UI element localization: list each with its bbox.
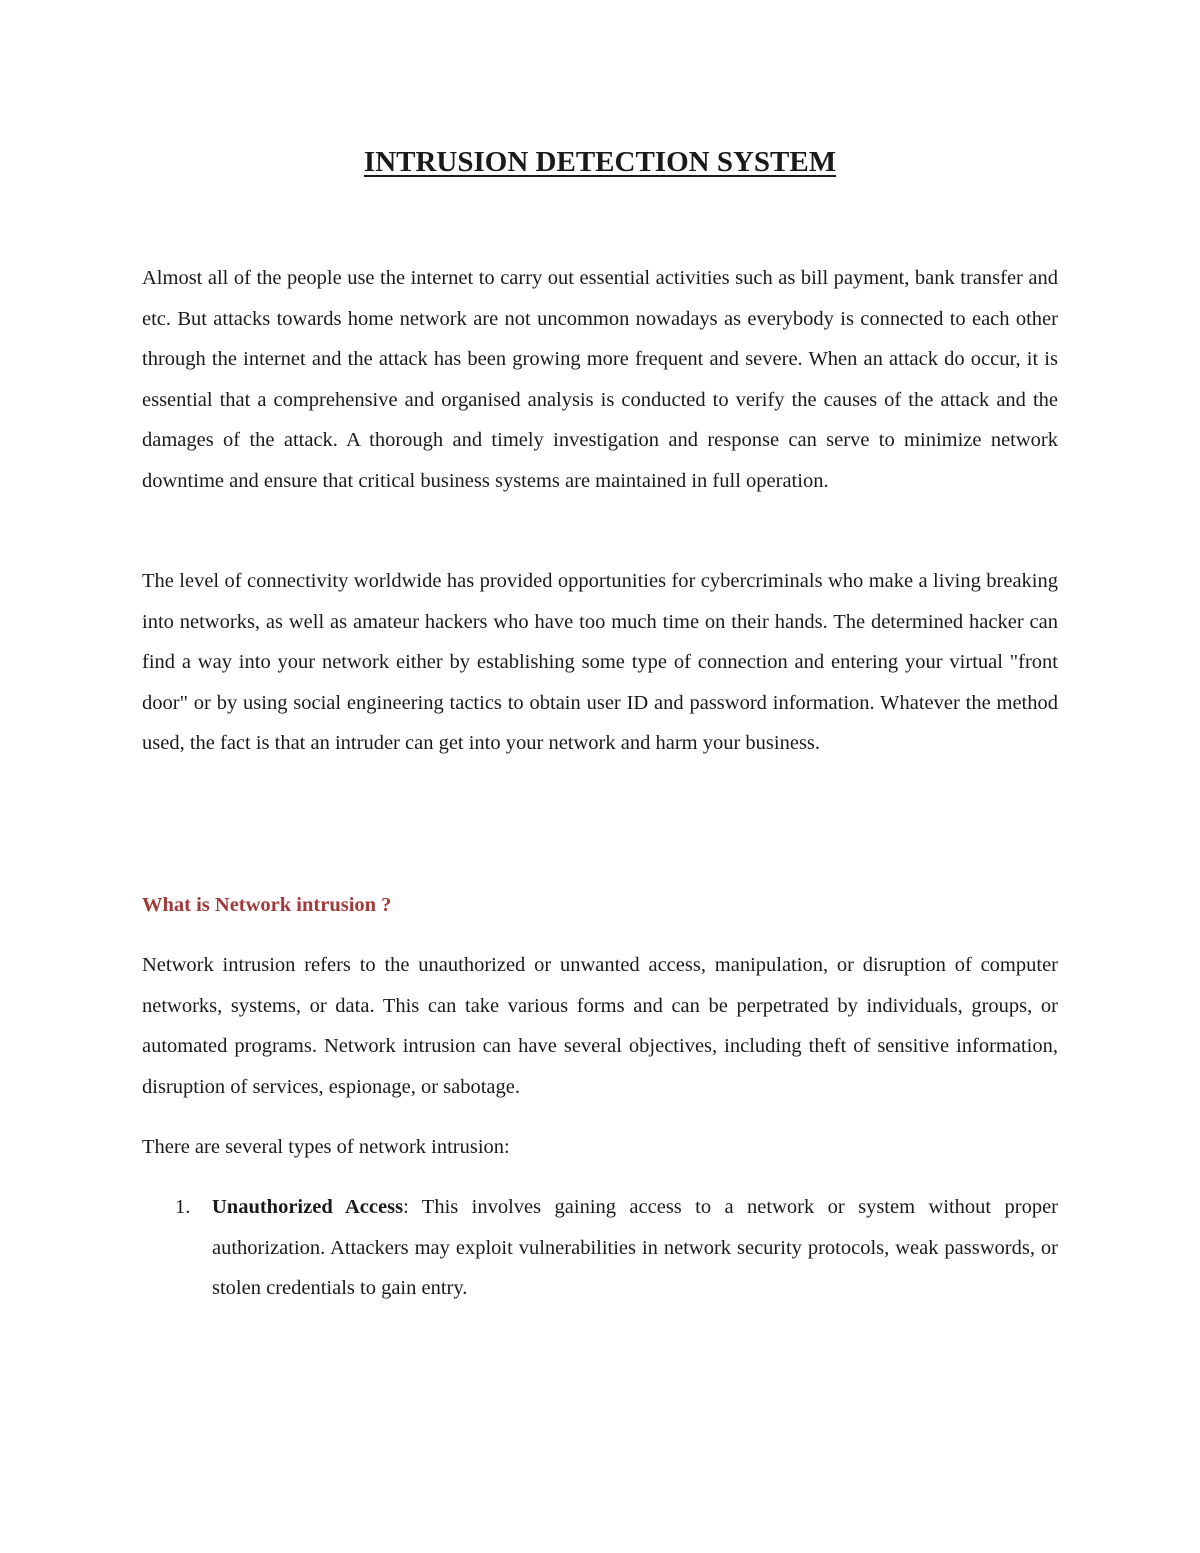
intro-paragraph-2: The level of connectivity worldwide has provided opportunities for cybercriminals who make a living breaking into networks, as well as amateur hackers who have too much time on their hands. The determined hacker can find a way into your network either by establishing some type of connection and entering your virtual "front door" or by using social engineering tactics to obtain user ID and password information. Whatever the method used, the fact is that an intruder can get into your network and harm your business.: [142, 570, 1058, 755]
list-item-description: This involves gaining access to a network or system without proper authorization. Attackers may exploit vulnerabilities in network security protocols, weak passwords, or stolen credentials to gain entry.: [212, 1196, 1058, 1300]
list-item: [142, 1187, 1058, 1309]
types-intro: There are several types of network intrusion:: [142, 1136, 510, 1158]
intrusion-types-list: [142, 1187, 1058, 1309]
list-item-separator: :: [403, 1196, 422, 1218]
section-paragraph: Network intrusion refers to the unauthorized or unwanted access, manipulation, or disruption of computer networks, systems, or data. This can take various forms and can be perpetrated by individuals, groups, or automated programs. Network intrusion can have several objectives, including theft of sensitive information, disruption of services, espionage, or sabotage.: [142, 954, 1058, 1098]
list-item-number: 1.: [175, 1196, 191, 1218]
intro-paragraph-1: Almost all of the people use the internet to carry out essential activities such as bill payment, bank transfer and etc. But attacks towards home network are not uncommon nowadays as everybody is connected to each other through the internet and the attack has been growing more frequent and severe. When an attack do occur, it is essential that a comprehensive and organised analysis is conducted to verify the causes of the attack and the damages of the attack. A thorough and timely investigation and response can serve to minimize network downtime and ensure that critical business systems are maintained in full operation.: [142, 267, 1058, 492]
list-item-term: Unauthorized Access: [212, 1196, 404, 1218]
section-heading: What is Network intrusion ?: [142, 894, 392, 916]
document-title: INTRUSION DETECTION SYSTEM: [363, 146, 837, 178]
